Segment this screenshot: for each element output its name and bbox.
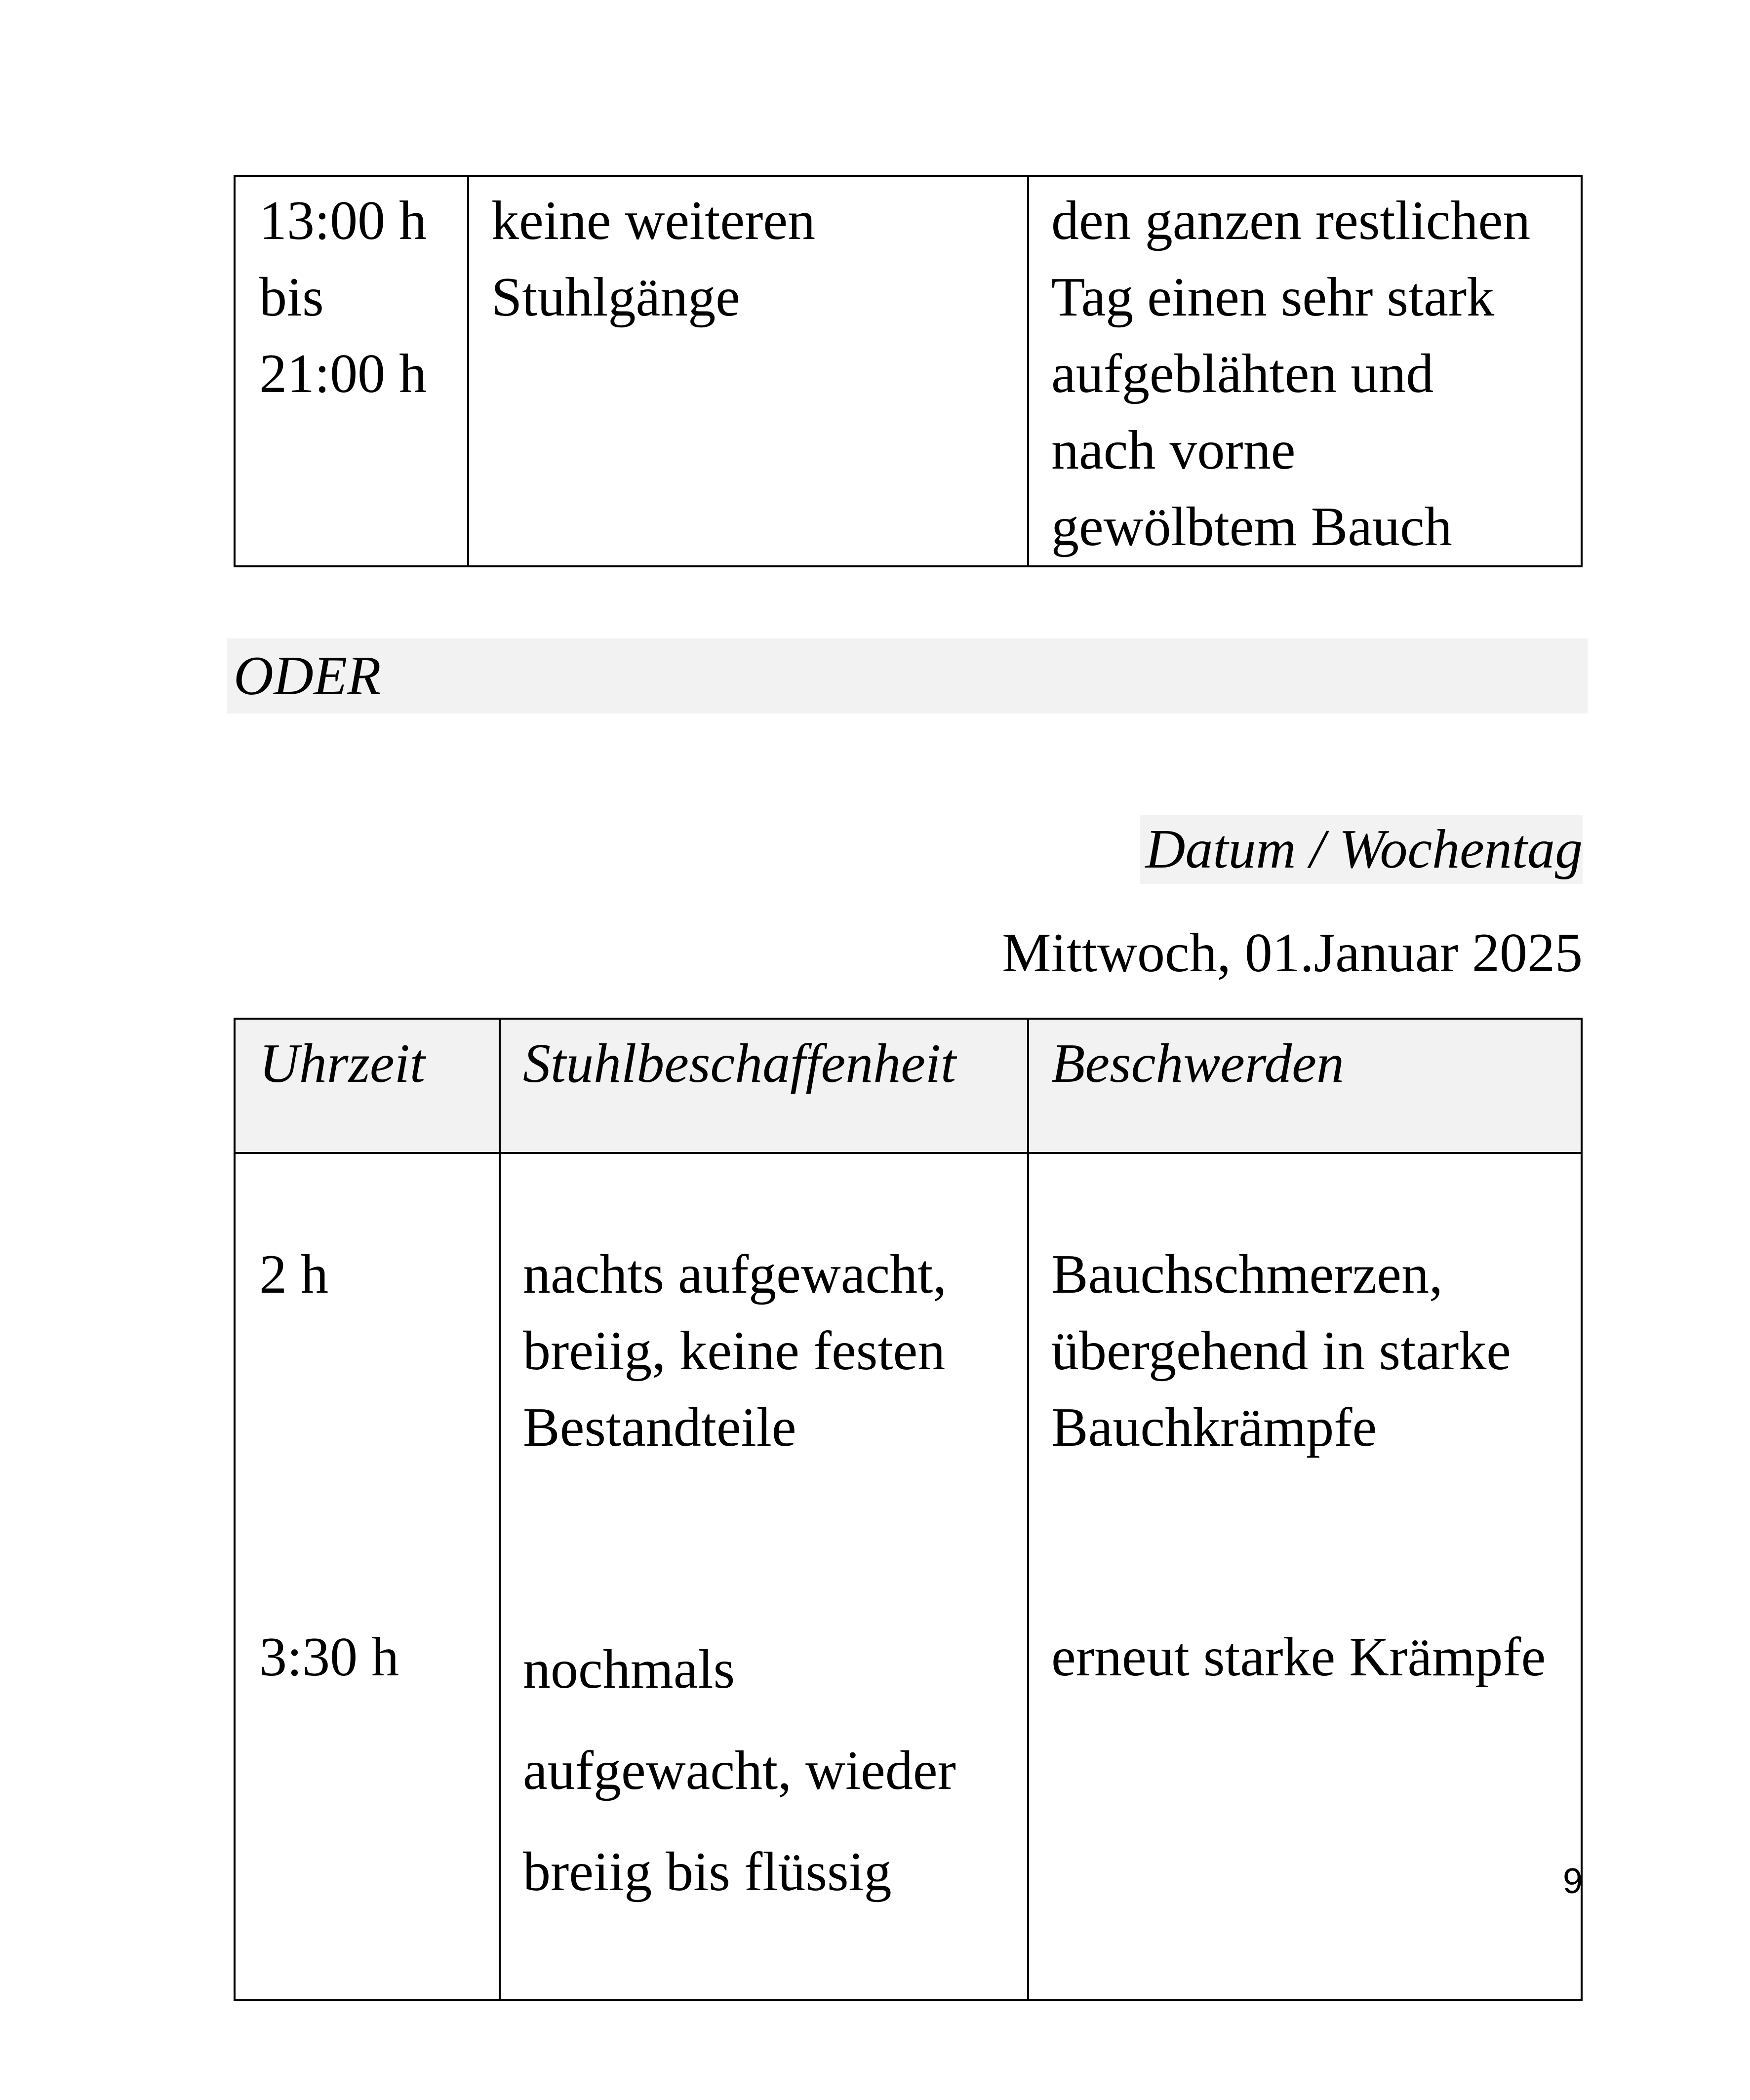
header-time-label: Uhrzeit bbox=[259, 1033, 425, 1094]
header-complaints-label: Beschwerden bbox=[1051, 1033, 1344, 1094]
table-row bbox=[235, 176, 1582, 566]
header-time bbox=[235, 1019, 500, 1153]
date-value: Mittwoch, 01.Januar 2025 bbox=[1002, 922, 1583, 984]
entry-complaints: erneut starke Krämpfe bbox=[1051, 1626, 1546, 1688]
entry-consistency: nachts aufgewacht, breiig, keine festen Bestandteile bbox=[523, 1244, 947, 1458]
entry-complaints: Bauchschmerzen, übergehend in starke Bauchkrämpfe bbox=[1051, 1244, 1511, 1458]
consistency-cell bbox=[500, 1153, 1028, 2000]
table-header-row bbox=[235, 1019, 1582, 1153]
header-consistency bbox=[500, 1019, 1028, 1153]
header-complaints bbox=[1028, 1019, 1582, 1153]
diary-table bbox=[234, 1018, 1583, 2001]
complaints-cell bbox=[1028, 1153, 1582, 2000]
consistency-text: keine weiteren Stuhlgänge bbox=[491, 190, 816, 328]
page-number: 9 bbox=[1562, 1862, 1583, 1901]
time-text: 13:00 h bis 21:00 h bbox=[259, 190, 427, 404]
consistency-cell bbox=[468, 176, 1028, 566]
entry-time: 2 h bbox=[259, 1244, 328, 1305]
time-cell bbox=[235, 1153, 500, 2000]
diary-table-continued bbox=[234, 175, 1583, 567]
entry-consistency: nochmals aufgewacht, wieder breiig bis flüssig bbox=[523, 1639, 956, 1902]
table-row bbox=[235, 1153, 1582, 2000]
complaints-text: den ganzen restlichen Tag einen sehr stark aufgeblähten und nach vorne gewölbtem Bauch bbox=[1051, 190, 1531, 557]
date-label: Datum / Wochentag bbox=[1140, 815, 1583, 884]
entry-time: 3:30 h bbox=[259, 1626, 399, 1688]
complaints-cell bbox=[1028, 176, 1582, 566]
time-cell bbox=[235, 176, 468, 566]
separator-band bbox=[227, 638, 1588, 713]
header-consistency-label: Stuhlbeschaffenheit bbox=[523, 1033, 956, 1094]
separator-text: ODER bbox=[234, 645, 381, 707]
